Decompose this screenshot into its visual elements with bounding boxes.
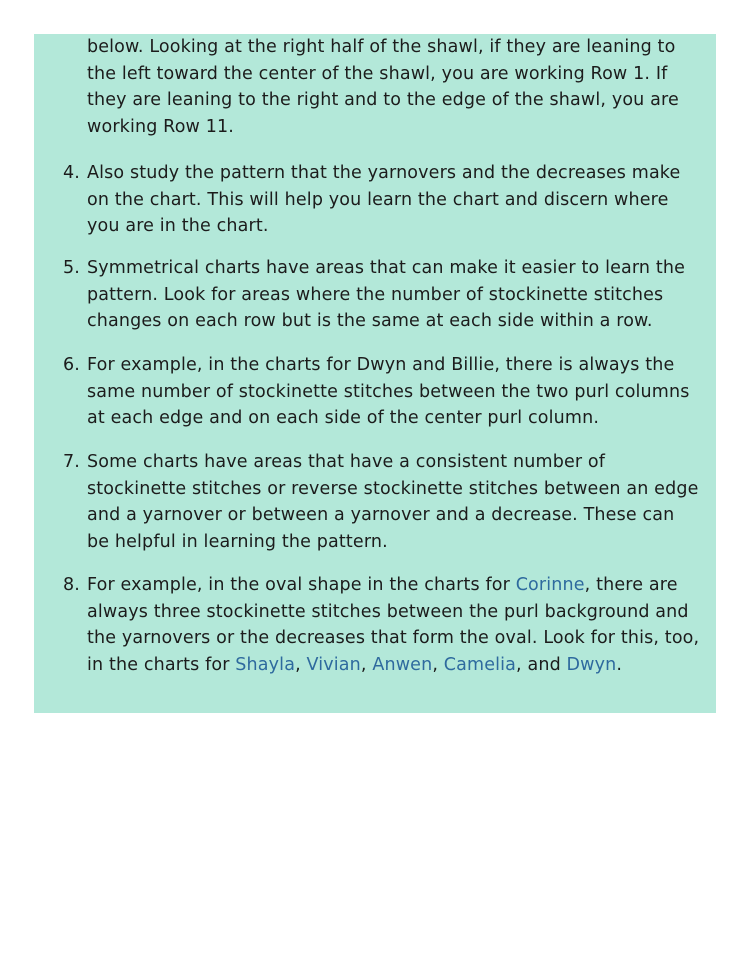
separator: , [432, 654, 444, 675]
list-item-continued [87, 34, 702, 140]
item-number: 8. [63, 575, 80, 595]
item-text: Also study the pattern that the yarnovers and the decreases make on the chart. This will help you learn the chart and discern where you are in the chart. [87, 163, 681, 236]
link-corinne[interactable]: Corinne [515, 575, 585, 595]
item-text: Symmetrical charts have areas that can make it easier to learn the pattern. Look for areas where the number of stockinette stitches changes on each row but is the same at each side within a row. [87, 258, 686, 331]
link-anwen[interactable]: Anwen [372, 654, 433, 675]
link-vivian[interactable]: Vivian [306, 654, 361, 675]
link-shayla[interactable]: Shayla [235, 654, 296, 675]
item-text-end: . [616, 654, 623, 675]
item-text: For example, in the charts for Dwyn and Billie, there is always the same number of stockinette stitches between the two purl columns at each edge and on each side of the center purl column. [87, 355, 690, 428]
item-number: 5. [63, 258, 80, 278]
continued-text: below. Looking at the right half of the shawl, if they are leaning to the left toward the center of the shawl, you are working Row 1. If they are leaning to the right and to the edge of the shawl, you are working Row 11. [87, 37, 679, 137]
list-item-8 [63, 572, 702, 678]
item-number: 7. [63, 452, 80, 472]
tip-panel [34, 34, 716, 713]
list-item-5 [63, 255, 702, 335]
list-item-6 [63, 352, 702, 432]
item-number: 4. [63, 163, 80, 183]
item-text-before: For example, in the oval shape in the charts for [87, 575, 516, 595]
separator: , [295, 654, 307, 675]
item-text: Some charts have areas that have a consistent number of stockinette stitches or reverse stockinette stitches between an edge and a yarnover or between a yarnover and a decrease. These can be helpful in learning the pattern. [87, 452, 699, 552]
separator: , [360, 654, 373, 675]
link-camelia[interactable]: Camelia [443, 654, 517, 675]
link-dwyn[interactable]: Dwyn [566, 654, 617, 675]
list-item-7 [63, 449, 702, 555]
list-item-4 [63, 160, 702, 240]
item-number: 6. [63, 355, 80, 375]
item-text-middle: , there are always three stockinette stitches between the purl background and the yarnovers or the decreases that form the oval. Look for this, too, in the charts for [87, 575, 700, 675]
separator: , and [516, 654, 567, 675]
